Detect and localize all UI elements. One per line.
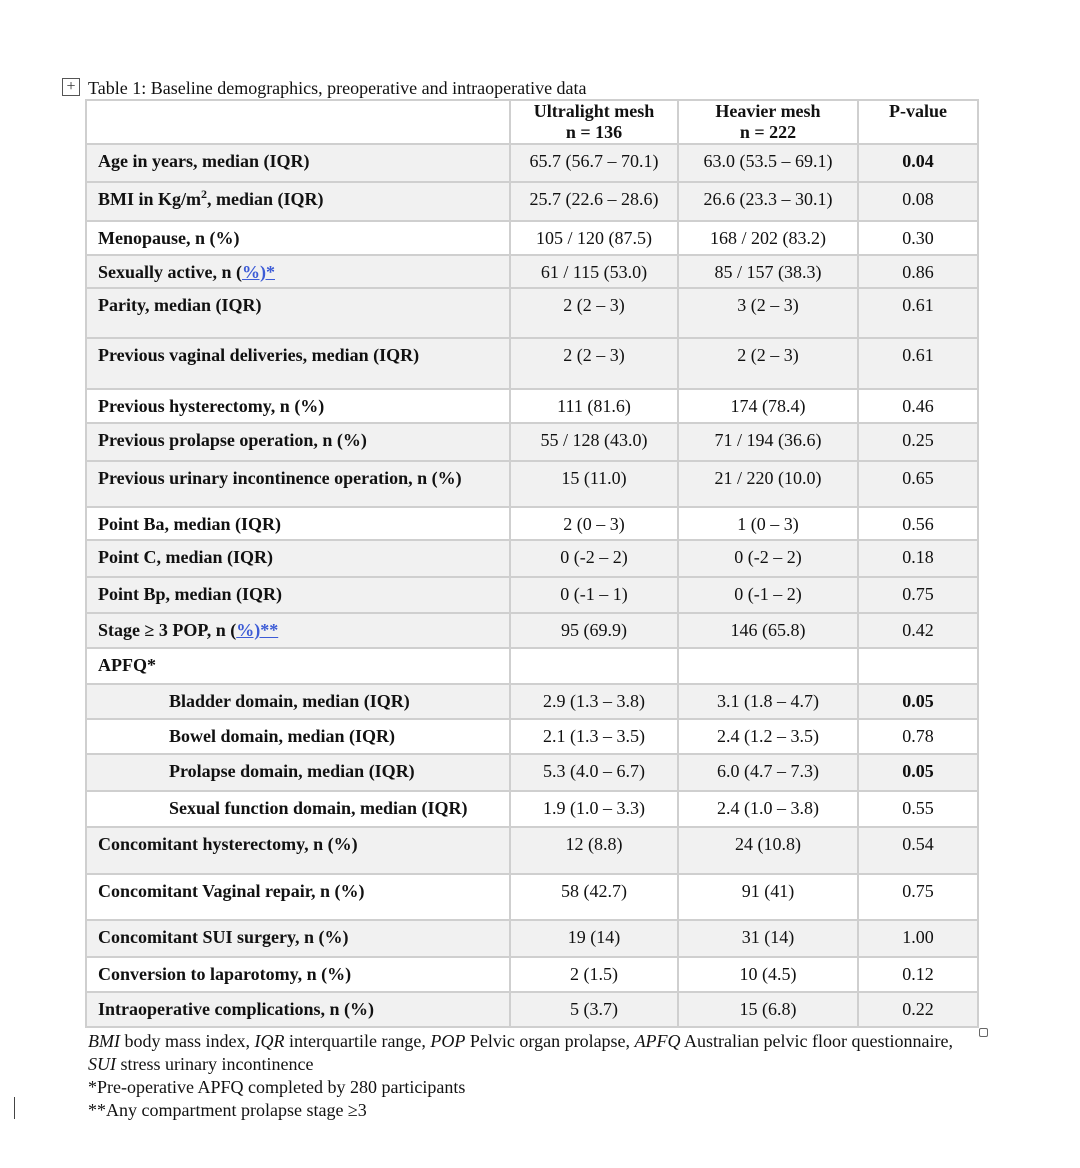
heavier-value-text: 24 (10.8) <box>735 834 801 854</box>
table-row-apfq <box>86 648 978 684</box>
p-value-text: 0.61 <box>902 345 934 365</box>
row-label-text: Sexual function domain, median (IQR) <box>169 798 468 818</box>
ultralight-value-text: 95 (69.9) <box>561 620 627 640</box>
p-value <box>858 957 978 992</box>
abbr-sui: SUI <box>88 1054 116 1074</box>
row-label <box>86 507 510 540</box>
table-row-stage-pop <box>86 613 978 648</box>
p-value <box>858 338 978 389</box>
abbr-pop-text: Pelvic organ prolapse, <box>465 1031 635 1051</box>
p-value-text: 0.78 <box>902 726 934 746</box>
ultralight-value <box>510 221 678 255</box>
p-value <box>858 577 978 613</box>
p-value <box>858 920 978 957</box>
ultralight-value <box>510 389 678 423</box>
ultralight-value <box>510 791 678 827</box>
table-row-bladder-domain <box>86 684 978 719</box>
row-label-text: Parity, median (IQR) <box>98 295 262 315</box>
ultralight-value <box>510 827 678 874</box>
ultralight-value-text: 2.1 (1.3 – 3.5) <box>543 726 645 746</box>
p-value <box>858 827 978 874</box>
ultralight-value-text: 1.9 (1.0 – 3.3) <box>543 798 645 818</box>
ultralight-value <box>510 957 678 992</box>
p-value-text: 0.04 <box>902 151 934 171</box>
row-label <box>86 920 510 957</box>
heavier-value-text: 10 (4.5) <box>739 964 797 984</box>
row-label-text: Previous urinary incontinence operation, n (%) <box>98 468 462 488</box>
row-label <box>86 540 510 577</box>
heavier-value <box>678 754 858 791</box>
ultralight-value-text: 5 (3.7) <box>570 999 618 1019</box>
heavier-value-text: 174 (78.4) <box>730 396 806 416</box>
heavier-value <box>678 540 858 577</box>
p-value-text: 0.05 <box>902 691 934 711</box>
p-value-text: 0.55 <box>902 798 934 818</box>
row-label-text: Point Bp, median (IQR) <box>98 584 283 604</box>
heavier-value-text: 146 (65.8) <box>730 620 806 640</box>
row-label <box>86 684 510 719</box>
p-value-text: 1.00 <box>902 927 934 947</box>
ultralight-value <box>510 255 678 288</box>
p-value-text: 0.12 <box>902 964 934 984</box>
p-value-text: 0.30 <box>902 228 934 248</box>
heavier-value <box>678 461 858 507</box>
ultralight-value <box>510 182 678 221</box>
row-label <box>86 648 510 684</box>
ultralight-value-text: 61 / 115 (53.0) <box>540 262 648 282</box>
row-label <box>86 182 510 221</box>
ultralight-value-text: 15 (11.0) <box>561 468 627 488</box>
table-row-point-bp <box>86 577 978 613</box>
p-value <box>858 992 978 1027</box>
row-label <box>86 613 510 648</box>
heavier-value <box>678 507 858 540</box>
heavier-value <box>678 648 858 684</box>
row-label <box>86 461 510 507</box>
ultralight-value <box>510 719 678 754</box>
abbr-sui-text: stress urinary incontinence <box>116 1054 314 1074</box>
footnote-stage: **Any compartment prolapse stage ≥3 <box>88 1100 367 1120</box>
p-value-text <box>859 649 977 655</box>
heavier-value-text: 0 (-2 – 2) <box>734 547 802 567</box>
heavier-value <box>678 874 858 920</box>
row-label <box>86 577 510 613</box>
p-value <box>858 719 978 754</box>
row-label <box>86 754 510 791</box>
heavier-value <box>678 827 858 874</box>
p-value <box>858 423 978 461</box>
heavier-value-text: 91 (41) <box>741 881 795 901</box>
ultralight-value <box>510 577 678 613</box>
heavier-value-text: 71 / 194 (36.6) <box>714 430 822 450</box>
ultralight-value-text: 19 (14) <box>567 927 621 947</box>
p-value-text: 0.05 <box>902 761 934 781</box>
footnote-apfq: *Pre-operative APFQ completed by 280 participants <box>88 1077 466 1097</box>
ultralight-value-text <box>511 649 677 655</box>
table-row-parity <box>86 288 978 338</box>
row-label <box>86 827 510 874</box>
heavier-value-text: 2.4 (1.0 – 3.8) <box>717 798 819 818</box>
row-label-superscript: 2 <box>201 187 208 201</box>
row-label-text: Previous hysterectomy, n (%) <box>98 396 325 416</box>
heavier-value <box>678 920 858 957</box>
header-heavier <box>678 100 858 144</box>
row-label-text: Previous vaginal deliveries, median (IQR) <box>98 345 420 365</box>
p-value-text: 0.75 <box>902 881 934 901</box>
heavier-value-text: 21 / 220 (10.0) <box>714 468 822 488</box>
ultralight-value <box>510 684 678 719</box>
abbr-bmi: BMI <box>88 1031 120 1051</box>
row-label-link[interactable]: %)** <box>236 620 279 640</box>
row-label <box>86 423 510 461</box>
ultralight-value <box>510 648 678 684</box>
row-label <box>86 255 510 288</box>
heavier-value-text: 6.0 (4.7 – 7.3) <box>717 761 819 781</box>
p-value-text: 0.25 <box>902 430 934 450</box>
table-row-point-c <box>86 540 978 577</box>
p-value <box>858 144 978 182</box>
ultralight-value <box>510 338 678 389</box>
row-label <box>86 144 510 182</box>
heavier-value-text: 168 / 202 (83.2) <box>710 228 826 248</box>
row-label-text: Point Ba, median (IQR) <box>98 514 282 534</box>
row-label-text: Age in years, median (IQR) <box>98 151 310 171</box>
row-label-text: Sexually active, n ( <box>98 262 242 282</box>
p-value-text: 0.08 <box>902 189 934 209</box>
ultralight-value-text: 0 (-2 – 2) <box>560 547 628 567</box>
heavier-value <box>678 288 858 338</box>
heavier-value <box>678 423 858 461</box>
ultralight-value <box>510 754 678 791</box>
row-label-text: Stage ≥ 3 POP, n ( <box>98 620 237 640</box>
ultralight-value-text: 2.9 (1.3 – 3.8) <box>543 691 645 711</box>
row-label <box>86 957 510 992</box>
heavier-value-text: 63.0 (53.5 – 69.1) <box>703 151 833 171</box>
heavier-value-text <box>679 649 857 655</box>
abbr-pop: POP <box>430 1031 466 1051</box>
row-label-text: Point C, median (IQR) <box>98 547 273 567</box>
heavier-value <box>678 144 858 182</box>
heavier-value <box>678 221 858 255</box>
ultralight-value-text: 25.7 (22.6 – 28.6) <box>529 189 659 209</box>
row-label-text: Prolapse domain, median (IQR) <box>169 761 415 781</box>
p-value-text: 0.65 <box>902 468 934 488</box>
p-value <box>858 182 978 221</box>
table-caption: Table 1: Baseline demographics, preoperative and intraoperative data <box>88 78 587 98</box>
table-header-row <box>86 100 978 144</box>
table-row-bmi <box>86 182 978 221</box>
header-heavier-name: Heavier mesh <box>715 101 821 121</box>
row-label <box>86 719 510 754</box>
row-label-text: Conversion to laparotomy, n (%) <box>98 964 352 984</box>
row-label <box>86 992 510 1027</box>
row-label-text: Bladder domain, median (IQR) <box>169 691 410 711</box>
ultralight-value <box>510 461 678 507</box>
row-label <box>86 874 510 920</box>
p-value <box>858 540 978 577</box>
ultralight-value <box>510 288 678 338</box>
ultralight-value <box>510 507 678 540</box>
p-value <box>858 791 978 827</box>
p-value-text: 0.61 <box>902 295 934 315</box>
table-row-prolapse-domain <box>86 754 978 791</box>
heavier-value <box>678 613 858 648</box>
row-label-text: Menopause, n (%) <box>98 228 240 248</box>
table-row-concomitant-sui-surgery <box>86 920 978 957</box>
row-label-text: Intraoperative complications, n (%) <box>98 999 374 1019</box>
table-row-conversion-laparotomy <box>86 957 978 992</box>
p-value-text: 0.54 <box>902 834 934 854</box>
p-value-text: 0.86 <box>902 262 934 282</box>
abbr-iqr-text: interquartile range, <box>284 1031 431 1051</box>
p-value <box>858 507 978 540</box>
table-row-sexual-function-domain <box>86 791 978 827</box>
table-row-intraoperative-complications <box>86 992 978 1027</box>
ultralight-value-text: 58 (42.7) <box>561 881 627 901</box>
heavier-value <box>678 182 858 221</box>
table-row-previous-prolapse-operation <box>86 423 978 461</box>
heavier-value-text: 2.4 (1.2 – 3.5) <box>717 726 819 746</box>
p-value-text: 0.18 <box>902 547 934 567</box>
ultralight-value <box>510 540 678 577</box>
ultralight-value-text: 12 (8.8) <box>565 834 623 854</box>
table-footnotes <box>88 1030 968 1122</box>
heavier-value-text: 85 / 157 (38.3) <box>714 262 822 282</box>
ultralight-value <box>510 874 678 920</box>
ultralight-value-text: 55 / 128 (43.0) <box>540 430 648 450</box>
abbr-bmi-text: body mass index, <box>119 1031 255 1051</box>
heavier-value-text: 3.1 (1.8 – 4.7) <box>717 691 819 711</box>
table-row-previous-ui-operation <box>86 461 978 507</box>
table-row-concomitant-vaginal-repair <box>86 874 978 920</box>
p-value-text: 0.46 <box>902 396 934 416</box>
ultralight-value <box>510 992 678 1027</box>
ultralight-value <box>510 144 678 182</box>
heavier-value <box>678 992 858 1027</box>
table-row-sexually-active <box>86 255 978 288</box>
row-label-text: Concomitant hysterectomy, n (%) <box>98 834 358 854</box>
p-value <box>858 648 978 684</box>
ultralight-value-text: 105 / 120 (87.5) <box>536 228 652 248</box>
heavier-value <box>678 791 858 827</box>
table-row-bowel-domain <box>86 719 978 754</box>
p-value-text: 0.22 <box>902 999 934 1019</box>
abbr-iqr: IQR <box>254 1031 285 1051</box>
baseline-table <box>85 99 979 1028</box>
p-value-text: 0.42 <box>902 620 934 640</box>
p-value <box>858 613 978 648</box>
row-label-link[interactable]: %)* <box>242 262 275 282</box>
row-label <box>86 221 510 255</box>
p-value <box>858 255 978 288</box>
table-row-previous-hysterectomy <box>86 389 978 423</box>
header-ultralight <box>510 100 678 144</box>
table-row-concomitant-hysterectomy <box>86 827 978 874</box>
p-value <box>858 461 978 507</box>
heavier-value <box>678 684 858 719</box>
p-value <box>858 684 978 719</box>
header-ultralight-n: n = 136 <box>565 122 623 142</box>
heavier-value <box>678 577 858 613</box>
abbr-apfq: APFQ <box>634 1031 681 1051</box>
p-value <box>858 221 978 255</box>
header-empty-cell <box>86 100 510 144</box>
abbr-apfq-text: Australian pelvic floor questionnaire, <box>680 1031 953 1051</box>
ultralight-value-text: 65.7 (56.7 – 70.1) <box>529 151 659 171</box>
ultralight-value-text: 5.3 (4.0 – 6.7) <box>543 761 645 781</box>
table-resize-handle-icon[interactable] <box>979 1028 988 1037</box>
p-value-text: 0.56 <box>902 514 934 534</box>
row-label <box>86 389 510 423</box>
heavier-value-text: 31 (14) <box>741 927 795 947</box>
heavier-value <box>678 389 858 423</box>
header-heavier-n: n = 222 <box>739 122 797 142</box>
row-label-text: BMI in Kg/m <box>98 189 202 209</box>
p-value <box>858 874 978 920</box>
p-value-text: 0.75 <box>902 584 934 604</box>
heavier-value <box>678 338 858 389</box>
footnote-abbreviations <box>88 1030 968 1076</box>
row-label-text: Concomitant SUI surgery, n (%) <box>98 927 349 947</box>
row-label-text: Bowel domain, median (IQR) <box>169 726 396 746</box>
p-value <box>858 389 978 423</box>
row-label <box>86 791 510 827</box>
heavier-value-text: 1 (0 – 3) <box>737 514 799 534</box>
table-move-handle-icon[interactable]: + <box>62 78 80 96</box>
ultralight-value-text: 2 (2 – 3) <box>563 345 625 365</box>
heavier-value <box>678 957 858 992</box>
row-label-text-suffix: , median (IQR) <box>207 189 324 209</box>
p-value <box>858 288 978 338</box>
ultralight-value-text: 0 (-1 – 1) <box>560 584 628 604</box>
header-p-value: P-value <box>858 100 978 144</box>
ultralight-value <box>510 613 678 648</box>
row-label <box>86 338 510 389</box>
table-row-previous-vaginal-deliveries <box>86 338 978 389</box>
row-label-text: APFQ* <box>98 655 156 675</box>
heavier-value <box>678 255 858 288</box>
row-label-text: Concomitant Vaginal repair, n (%) <box>98 881 365 901</box>
ultralight-value <box>510 920 678 957</box>
row-label-text: Previous prolapse operation, n (%) <box>98 430 367 450</box>
table-row-age <box>86 144 978 182</box>
row-label <box>86 288 510 338</box>
p-value <box>858 754 978 791</box>
ultralight-value-text: 2 (0 – 3) <box>563 514 625 534</box>
text-cursor <box>14 1097 15 1119</box>
ultralight-value <box>510 423 678 461</box>
table-row-point-ba <box>86 507 978 540</box>
ultralight-value-text: 2 (2 – 3) <box>563 295 625 315</box>
heavier-value-text: 2 (2 – 3) <box>737 345 799 365</box>
ultralight-value-text: 2 (1.5) <box>570 964 618 984</box>
heavier-value-text: 15 (6.8) <box>739 999 797 1019</box>
heavier-value <box>678 719 858 754</box>
heavier-value-text: 3 (2 – 3) <box>737 295 799 315</box>
heavier-value-text: 0 (-1 – 2) <box>734 584 802 604</box>
ultralight-value-text: 111 (81.6) <box>557 396 631 416</box>
header-ultralight-name: Ultralight mesh <box>533 101 655 121</box>
table-row-menopause <box>86 221 978 255</box>
heavier-value-text: 26.6 (23.3 – 30.1) <box>703 189 833 209</box>
